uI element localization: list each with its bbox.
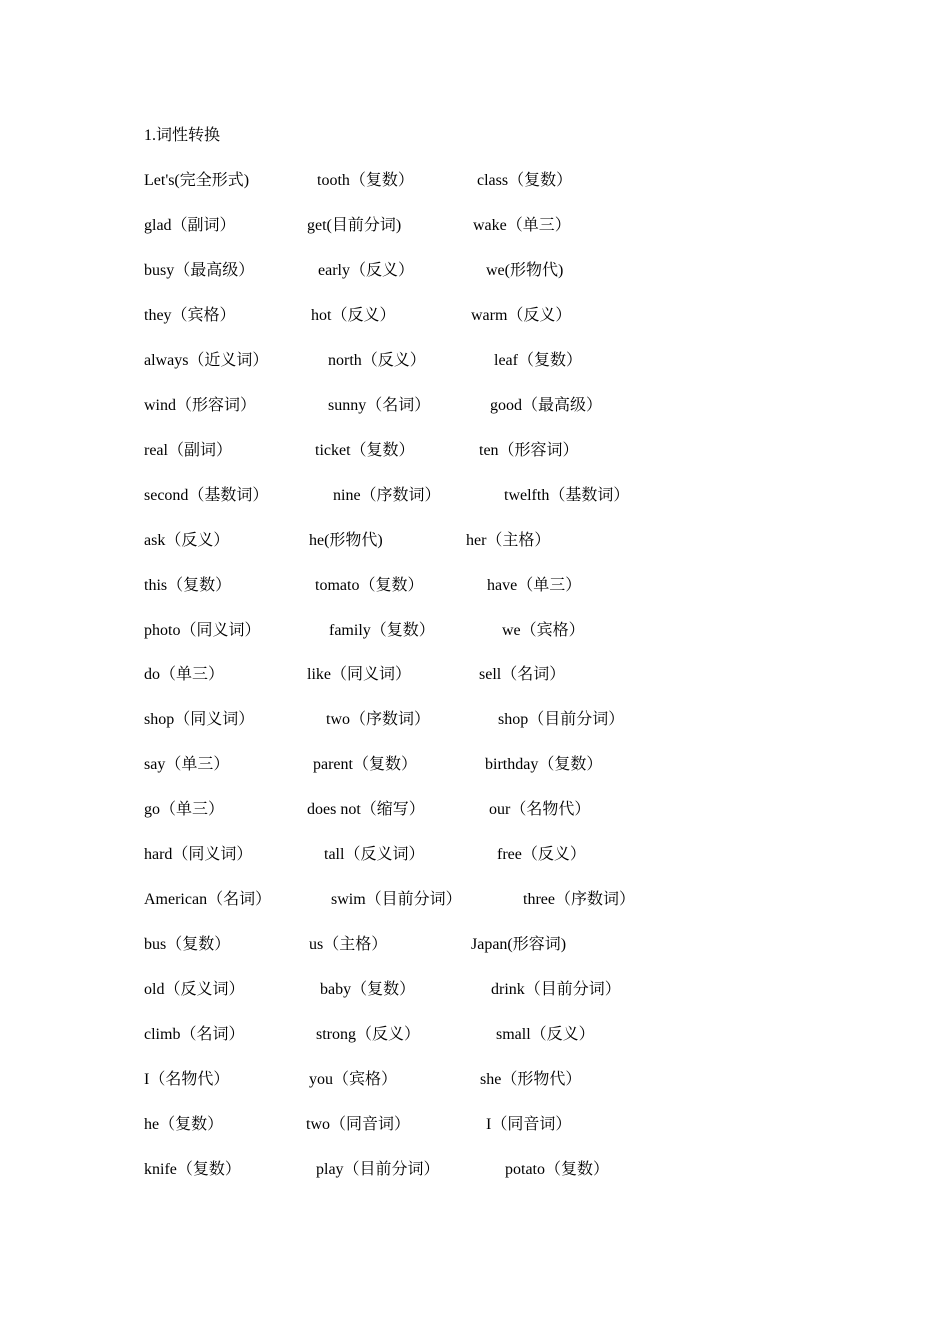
word-item: tomato（复数） [315, 576, 424, 594]
word-row [0, 1069, 950, 1091]
word-item: Japan(形容词) [471, 936, 567, 954]
word-item: strong（反义） [316, 1026, 421, 1044]
word-row [0, 979, 950, 1001]
word-item: glad（副词） [144, 216, 236, 234]
word-item: does not（缩写） [307, 801, 425, 819]
word-item: this（复数） [144, 576, 232, 594]
word-row [0, 350, 950, 372]
word-item: Let's(完全形式) [144, 172, 250, 189]
word-item: warm（反义） [471, 306, 572, 324]
word-row [0, 395, 950, 417]
word-item: shop（同义词） [144, 711, 255, 729]
word-row [0, 170, 950, 192]
word-row [0, 620, 950, 642]
word-item: climb（名词） [144, 1026, 245, 1044]
word-row [0, 1114, 950, 1136]
word-item: like（同义词） [307, 666, 411, 684]
word-item: sunny（名词） [328, 396, 431, 414]
word-item: two（序数词） [326, 711, 431, 729]
word-item: hot（反义） [311, 306, 396, 324]
word-item: have（单三） [487, 576, 582, 594]
word-row [0, 889, 950, 911]
word-item: we(形物代) [486, 261, 564, 279]
word-item: two（同音词） [306, 1115, 411, 1133]
word-item: tall（反义词） [324, 846, 425, 864]
word-item: they（宾格） [144, 306, 236, 324]
word-item: ten（形容词） [479, 441, 579, 459]
word-item: wake（单三） [473, 216, 571, 234]
word-item: good（最高级） [490, 396, 603, 414]
word-row [0, 1159, 950, 1181]
word-item: twelfth（基数词） [504, 486, 630, 504]
word-item: knife（复数） [144, 1160, 241, 1178]
word-item: she（形物代） [480, 1071, 582, 1088]
word-item: her（主格） [466, 531, 551, 549]
word-item: we（宾格） [502, 621, 585, 639]
word-row [0, 575, 950, 597]
word-item: ticket（复数） [315, 441, 415, 459]
word-item: north（反义） [328, 351, 426, 369]
word-item: he（复数） [144, 1115, 224, 1133]
word-item: I（名物代） [144, 1071, 230, 1088]
word-item: go（单三） [144, 801, 225, 819]
word-item: three（序数词） [523, 891, 635, 909]
word-item: he(形物代) [309, 531, 383, 549]
word-item: second（基数词） [144, 486, 269, 504]
word-item: hard（同义词） [144, 846, 253, 864]
word-row [0, 799, 950, 821]
word-item: our（名物代） [489, 801, 591, 819]
word-row [0, 664, 950, 686]
word-item: ask（反义） [144, 531, 230, 549]
word-item: sell（名词） [479, 666, 566, 684]
word-item: old（反义词） [144, 981, 245, 999]
word-item: you（宾格） [309, 1071, 398, 1088]
word-item: swim（目前分词） [331, 891, 462, 909]
word-item: us（主格） [309, 936, 388, 954]
word-row [0, 215, 950, 237]
word-item: class（复数） [477, 172, 573, 189]
word-item: potato（复数） [505, 1160, 609, 1178]
word-item: shop（目前分词） [498, 711, 625, 729]
word-item: bus（复数） [144, 936, 231, 954]
word-item: American（名词） [144, 891, 272, 909]
word-item: leaf（复数） [494, 351, 582, 369]
word-item: photo（同义词） [144, 621, 261, 639]
word-item: family（复数） [329, 621, 435, 639]
word-row [0, 754, 950, 776]
word-row [0, 260, 950, 282]
word-item: do（单三） [144, 666, 225, 684]
word-row [0, 709, 950, 731]
word-item: baby（复数） [320, 981, 416, 999]
word-item: wind（形容词） [144, 396, 257, 414]
word-row [0, 934, 950, 956]
word-item: get(目前分词) [307, 216, 402, 234]
word-item: birthday（复数） [485, 756, 603, 774]
word-item: free（反义） [497, 846, 586, 864]
word-item: tooth（复数） [317, 172, 414, 189]
word-item: drink（目前分词） [491, 981, 621, 999]
word-row [0, 1024, 950, 1046]
exercise-heading: 1.词性转换 [144, 127, 221, 144]
word-item: early（反义） [318, 261, 414, 279]
word-row [0, 485, 950, 507]
word-item: real（副词） [144, 441, 232, 459]
word-item: play（目前分词） [316, 1160, 440, 1178]
word-item: parent（复数） [313, 756, 417, 774]
word-row [0, 844, 950, 866]
word-row [0, 440, 950, 462]
word-item: I（同音词） [486, 1115, 572, 1133]
word-item: nine（序数词） [333, 486, 441, 504]
word-item: always（近义词） [144, 351, 269, 369]
word-item: say（单三） [144, 756, 230, 774]
word-item: busy（最高级） [144, 261, 255, 279]
word-row [0, 305, 950, 327]
word-row [0, 530, 950, 552]
word-item: small（反义） [496, 1026, 595, 1044]
